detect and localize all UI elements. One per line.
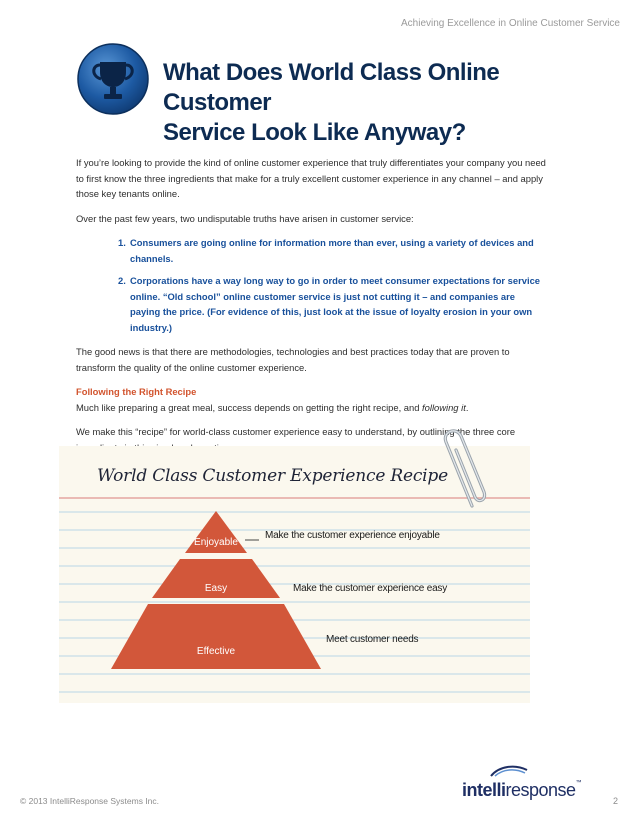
title-line-1: What Does World Class Online Customer (163, 59, 500, 116)
pyramid-tier-effective (111, 604, 321, 669)
recipe-text-pre: Much like preparing a great meal, success depends on getting the right recipe, and (76, 401, 423, 413)
logo-trademark: ™ (575, 780, 582, 786)
paperclip-icon (432, 428, 492, 520)
recipe-text-post: . (465, 401, 469, 413)
section-subhead: Following the Right Recipe (76, 386, 197, 397)
level-label-effective: Effective (196, 646, 236, 657)
page-title (163, 58, 603, 148)
level-label-easy: Easy (204, 583, 228, 594)
recipe-section (76, 384, 546, 415)
recipe-text-emphasis: following it (422, 401, 466, 413)
list-number: 1. (118, 237, 126, 248)
logo-part-1: intelli (462, 780, 506, 800)
recipe-title: World Class Customer Experience Recipe (97, 466, 448, 486)
logo-part-2: response (505, 780, 576, 800)
body-text (76, 155, 546, 464)
page-number: 2 (612, 796, 618, 806)
level-description-easy: Make the customer experience easy (293, 583, 448, 594)
list-text: Corporations have a way long way to go in order to meet consumer expectations for service online. “Old school” online customer service is just not cutting it – and companies are paying the price. (For evidence of this, just look at the issue of loyalty erosion in your own industry.) (130, 275, 541, 333)
trophy-icon (76, 42, 150, 116)
level-description-enjoyable: Make the customer experience enjoyable (265, 530, 440, 541)
list-item (118, 273, 546, 335)
intelliresponse-logo-icon (489, 764, 529, 778)
level-label-enjoyable: Enjoyable (194, 537, 238, 548)
level-description-effective: Meet customer needs (326, 634, 419, 645)
list-text: Consumers are going online for information more than ever, using a variety of devices and channels. (130, 237, 534, 264)
truths-list (118, 235, 546, 335)
running-header: Achieving Excellence in Online Customer Service (401, 18, 620, 29)
truths-intro: Over the past few years, two undisputable truths have arisen in customer service: (76, 212, 414, 224)
copyright: © 2013 IntelliResponse Systems Inc. (20, 796, 160, 806)
good-news-paragraph: The good news is that there are methodologies, technologies and best practices today that are proven to transform the quality of the online customer experience. (76, 346, 510, 373)
list-number: 2. (118, 275, 126, 286)
intelliresponse-logo (462, 780, 581, 801)
schematic-intro: We make this “recipe” for world-class customer experience easy to understand, by outlining the three core (76, 426, 516, 437)
intro-paragraph: If you’re looking to provide the kind of online customer experience that truly differentiates your company you need to first know the three ingredients that make for a truly excellent customer experience in any channel – and apply those key tenants online. (76, 157, 546, 199)
title-line-2: Service Look Like Anyway? (163, 119, 466, 146)
list-item (118, 235, 546, 266)
